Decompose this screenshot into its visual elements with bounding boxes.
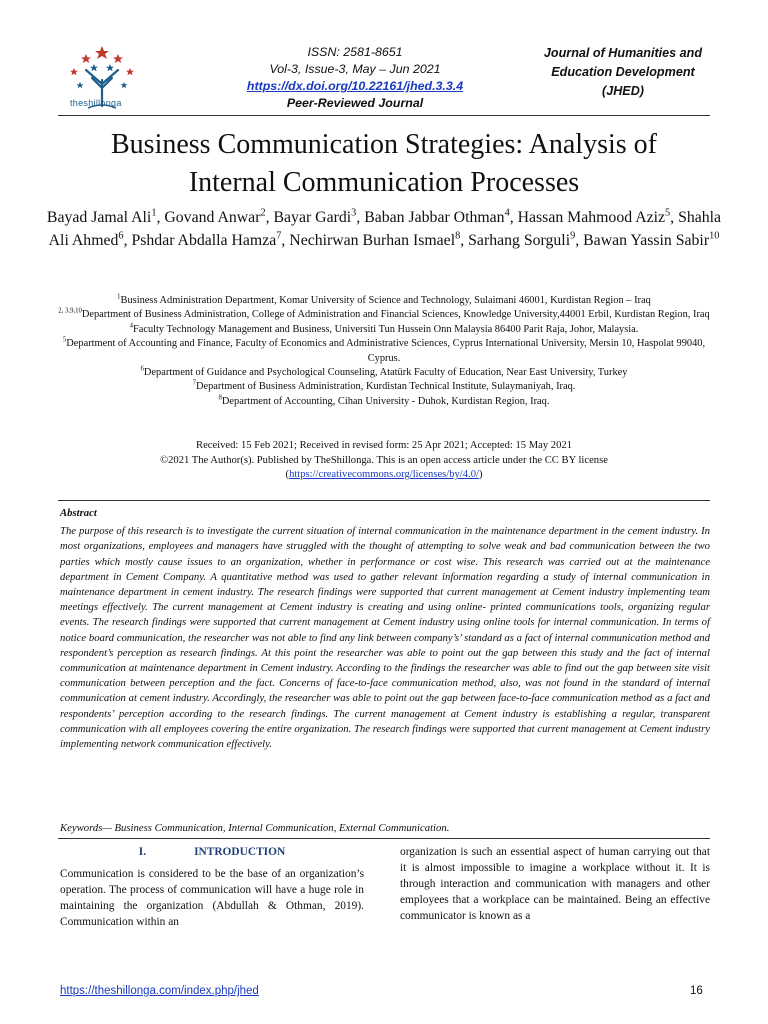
issn: ISSN: 2581-8651	[307, 45, 403, 59]
section-title: INTRODUCTION	[194, 846, 286, 858]
affiliation-item	[54, 366, 714, 380]
abstract-top-divider	[58, 500, 710, 501]
author-affiliation-mark: 2	[260, 207, 266, 219]
page-number: 16	[690, 985, 703, 997]
author-name: Govand Anwar$^2$	[164, 207, 266, 226]
author-name: Bayad Jamal Ali$^1$	[46, 207, 157, 226]
footer-journal-link[interactable]: https://theshillonga.com/index.php/jhed	[60, 985, 259, 997]
intro-paragraph-continued: organization is such an essential aspect of human carrying out that it is almost impossible to imagine a workplace without it. It is through interaction and communication with managers and other employees that a workplace can be maintained. Being an effective communicator is known as a	[400, 846, 710, 922]
affiliation-mark: 8	[218, 394, 222, 402]
volume-issue: Vol-3, Issue-3, May – Jun 2021	[269, 62, 441, 76]
journal-header	[0, 0, 768, 118]
journal-name-line: Education Development	[551, 65, 695, 79]
body-column-left	[60, 844, 364, 930]
affiliation-item	[54, 337, 714, 366]
affiliation-item	[54, 294, 714, 308]
affiliation-mark: 4	[129, 322, 133, 330]
affiliation-text: Department of Accounting and Finance, Faculty of Economics and Administrative Sciences, Cyprus International University, Mersin 10, Haspolat 99040, Cyprus.	[66, 338, 706, 364]
author-affiliation-mark: 3	[351, 207, 357, 219]
section-number: I.	[138, 846, 147, 858]
paper-title	[40, 126, 728, 202]
author-name: Hassan Mahmood Aziz$^5$	[517, 207, 671, 226]
author-affiliation-mark: 10	[709, 230, 720, 242]
journal-abbreviation: (JHED)	[602, 84, 644, 98]
affiliation-text: Department of Accounting, Cihan University - Duhok, Kurdistan Region, Iraq.	[221, 395, 550, 407]
author-affiliation-mark: 5	[665, 207, 671, 219]
license-link[interactable]: https://creativecommons.org/licenses/by/4.0/	[289, 469, 479, 481]
affiliation-text: Faculty Technology Management and Business, Universiti Tun Hussein Onn Malaysia 86400 Parit Raja, Johor, Malaysia.	[132, 323, 639, 335]
section-heading	[60, 844, 364, 860]
author-affiliation-mark: 6	[118, 230, 124, 242]
license-line: (https://creativecommons.org/licenses/by/4.0/)	[285, 469, 483, 481]
author-name: Nechirwan Burhan Ismael$^8$	[289, 230, 461, 249]
author-name: Pshdar Abdalla Hamza$^7$	[131, 230, 282, 249]
author-name: Sarhang Sorguli$^9$	[468, 230, 576, 249]
author-affiliation-mark: 9	[570, 230, 576, 242]
doi-link[interactable]: https://dx.doi.org/10.22161/jhed.3.3.4	[246, 79, 464, 93]
affiliation-mark: 5	[62, 336, 67, 344]
journal-issue-info	[230, 44, 480, 112]
author-list: Bayad Jamal Ali$^1$, Govand Anwar$^2$, Bayar Gardi$^3$, Baban Jabbar Othman$^4$, Hassan Mahmood Aziz$^5$, Shahla Ali Ahmed$^6$, Pshdar Abdalla Hamza$^7$, Nechirwan Burhan Ismael$^8$, Sarhang Sorguli$^9$, Bawan Yassin Sabir$^{10}$	[46, 207, 722, 249]
title-line: Business Communication Strategies: Analysis of	[111, 129, 657, 160]
author-name: Shahla Ali Ahmed$^6$	[48, 209, 722, 249]
affiliation-text: Department of Business Administration, College of Administration and Financial Sciences, Knowledge University,44001 Erbil, Kurdistan Region, Iraq	[81, 309, 710, 321]
affiliation-mark: 6	[140, 365, 144, 373]
author-name: Bayar Gardi$^3$	[273, 207, 357, 226]
affiliation-item	[54, 395, 714, 409]
logo-text: theshillonga	[70, 98, 122, 108]
author-affiliation-mark: 4	[504, 207, 510, 219]
author-affiliation-mark: 8	[455, 230, 461, 242]
affiliation-mark: 2, 3,9,10	[58, 307, 82, 315]
keywords: Keywords— Business Communication, Internal Communication, External Communication.	[60, 822, 450, 834]
copyright-line: ©2021 The Author(s). Published by TheShillonga. This is an open access article under the CC BY license	[160, 454, 608, 466]
affiliation-mark: 7	[192, 379, 196, 387]
author-name: Baban Jabbar Othman$^4$	[364, 207, 510, 226]
author-affiliation-mark: 1	[151, 207, 157, 219]
affiliation-item	[54, 308, 714, 322]
affiliation-mark: 1	[117, 293, 121, 301]
abstract-text: The purpose of this research is to investigate the current situation of internal communication in the maintenance department in the cement industry. In most organizations, employees and managers have struggled with the thought of attempting to solve weak and bad communication between the two parties which mostly cause issues to an organization, whether in performance or cost wise. This research was carried out at the maintenance department in Cement Company. A quantitative method was used to gather relevant information regarding a study of internal communication in maintenance department in cement industry. The research findings were supported that current management at Cement industry implementing team meetings effectively. The current management at Cement industry is creating and using online- printed communications tools, organizing regular events. The research findings were supported that current management at Cement industry using online tools for internal communication. In terms of notice board communication, the researcher was not able to find any link between company’s’ standard as a fact of internal communication method and respondent’s perception as research findings. At this point the researcher was able to point out the gap between this study and the fact of internal communication at maintenance department in Cement industry. According to the findings the researcher was able to find out the gap between site visit communication between perception and the fact. Concerns of face-to-face communication method, also, was not found in the standard of internal communication at cement industry. Accordingly, the researcher was able to point out the gap between face-to-face communication method as a fact and respondents’ perception according to the research findings. The current management at Cement industry is establishing a regular, transparent communication with all employees covering the entire organization. The research findings were supported that current management at Cement industry implementing network communication effectively.	[60, 525, 710, 751]
author-affiliation-mark: 7	[276, 230, 282, 242]
journal-name-line: Journal of Humanities and	[543, 46, 703, 60]
abstract-section	[60, 506, 710, 752]
affiliation-text: Department of Guidance and Psychological Counseling, Atatürk Faculty of Education, Near East University, Turkey	[143, 367, 628, 379]
publication-info	[40, 439, 728, 483]
peer-reviewed-label: Peer-Reviewed Journal	[286, 96, 424, 110]
intro-paragraph: Communication is considered to be the base of an organization’s operation. The process of communication will have a huge role in maintaining the organization (Abdullah & Othman, 2019). Communication within an	[60, 868, 364, 928]
title-line: Internal Communication Processes	[188, 167, 580, 198]
affiliation-text: Business Administration Department, Komar University of Science and Technology, Sulaimani 46001, Kurdistan Region – Iraq	[120, 295, 651, 306]
affiliation-item	[54, 380, 714, 394]
journal-name	[512, 44, 734, 101]
body-column-right	[400, 844, 710, 924]
author-name: Bawan Yassin Sabir$^{10}$	[583, 230, 720, 249]
abstract-heading: Abstract	[60, 507, 97, 519]
affiliation-text: Department of Business Administration, Kurdistan Technical Institute, Sulaymaniyah, Iraq.	[195, 381, 576, 393]
affiliation-item	[54, 323, 714, 337]
keywords-divider	[58, 838, 710, 839]
received-dates: Received: 15 Feb 2021; Received in revised form: 25 Apr 2021; Accepted: 15 May 2021	[196, 440, 572, 451]
header-divider	[58, 115, 710, 116]
affiliation-list	[54, 294, 714, 409]
